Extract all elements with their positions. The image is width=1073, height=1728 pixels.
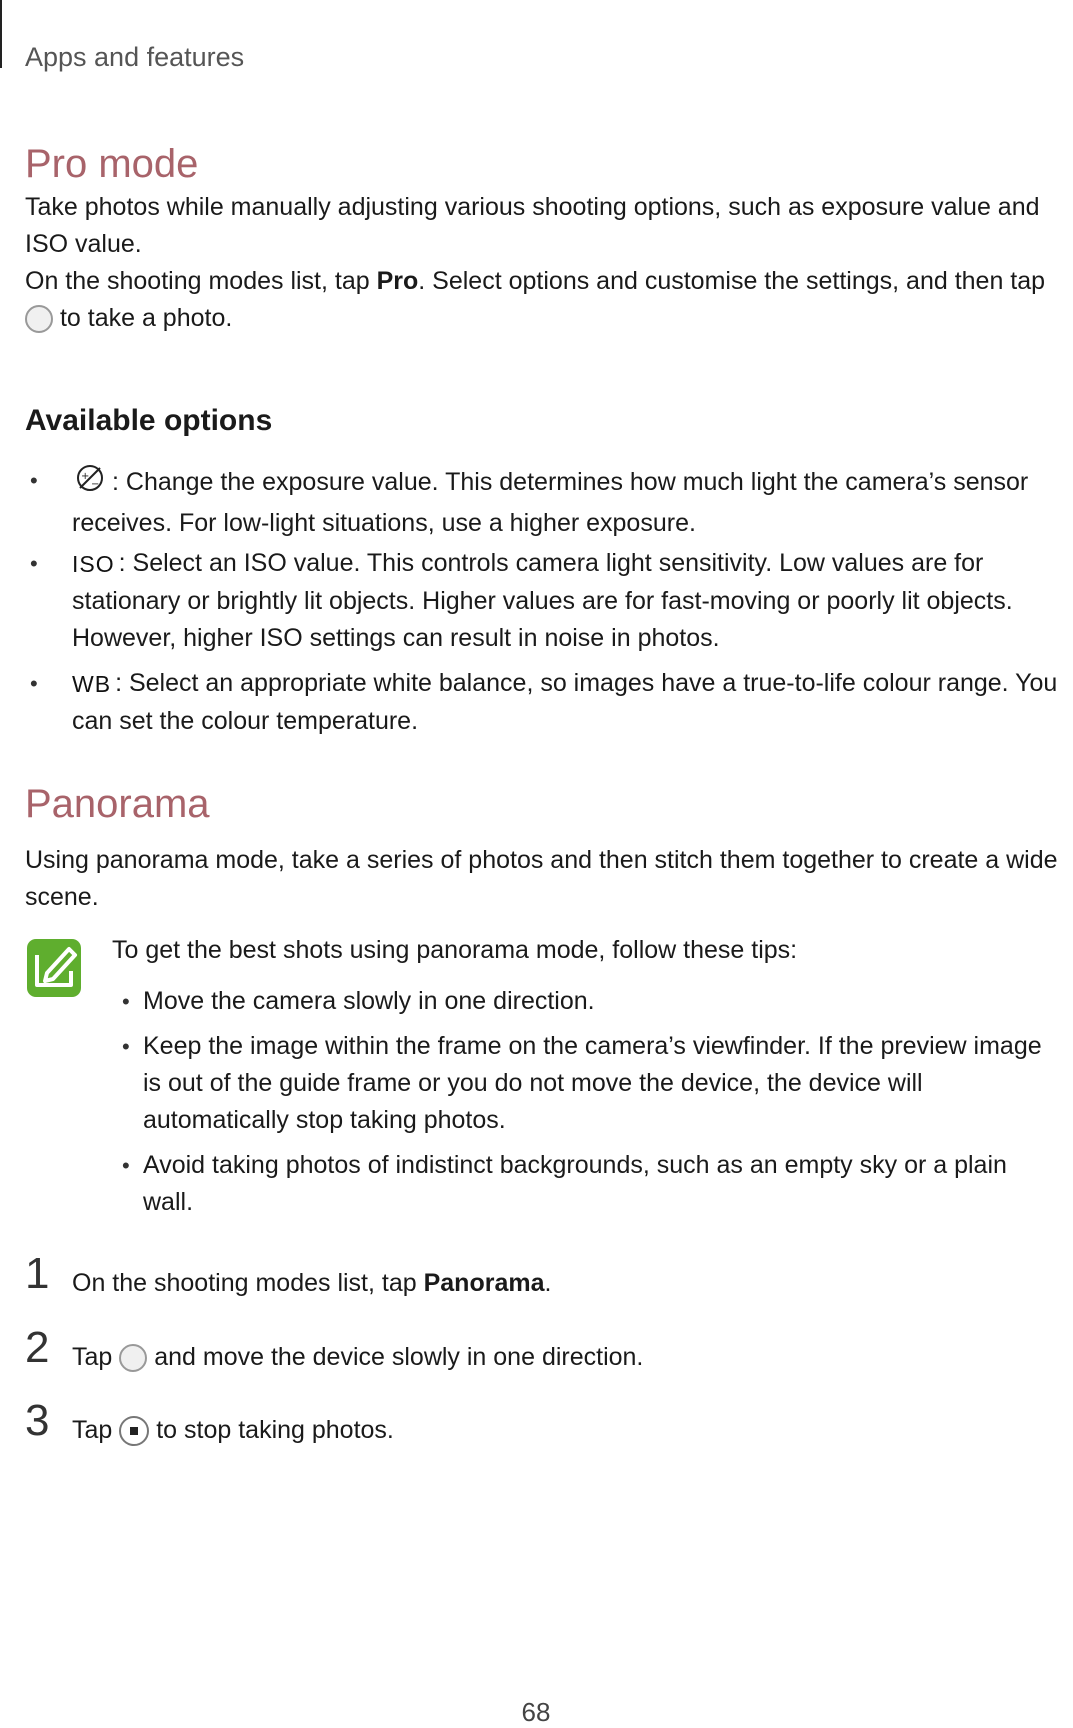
step-text-post: to stop taking photos. [156, 1416, 394, 1444]
step-text-pre: On the shooting modes list, tap [72, 1269, 424, 1297]
option-text: : Select an appropriate white balance, so images have a true-to-life colour range. You can set the colour temperature. [72, 669, 1058, 735]
step-text [72, 1265, 551, 1302]
shutter-icon [119, 1344, 147, 1372]
note-lead: To get the best shots using panorama mode, follow these tips: [112, 936, 798, 964]
pro-mode-instruction [25, 263, 1065, 337]
bullet-dot: • [122, 1153, 130, 1178]
bullet-dot: • [30, 551, 38, 576]
instruction-pre: On the shooting modes list, tap [25, 267, 377, 295]
instruction-end: to take a photo. [59, 304, 233, 332]
instruction-post: . Select options and customise the settings, and then tap [418, 267, 1046, 295]
white-balance-icon: WB [72, 670, 112, 697]
margin-rule [0, 0, 2, 68]
tip-text: Avoid taking photos of indistinct backgrounds, such as an empty sky or a plain wall. [143, 1151, 1007, 1216]
bullet-dot: • [122, 989, 130, 1014]
section-title-panorama: Panorama [25, 782, 210, 826]
step-number: 1 [25, 1249, 50, 1298]
step-number: 3 [25, 1396, 50, 1445]
svg-text:−: − [91, 479, 100, 490]
shutter-icon [25, 305, 53, 333]
stop-icon [119, 1416, 149, 1446]
section-title-pro-mode: Pro mode [25, 142, 199, 186]
page-number: 68 [521, 1697, 551, 1727]
bullet-dot: • [30, 468, 38, 493]
step-text-bold: Panorama [423, 1269, 545, 1297]
step-text-pre: Tap [72, 1416, 113, 1444]
step-text [72, 1412, 394, 1449]
tip-text: Keep the image within the frame on the camera’s viewfinder. If the preview image is out of the guide frame or you do not move the device, the device will automatically stop taking photos. [143, 1032, 1042, 1134]
step-text [72, 1339, 643, 1376]
running-head: Apps and features [25, 42, 245, 72]
exposure-icon [72, 462, 108, 505]
step-text-pre: Tap [72, 1343, 113, 1371]
pro-mode-intro: Take photos while manually adjusting various shooting options, such as exposure value and ISO value. [25, 193, 1040, 258]
bullet-dot: • [122, 1034, 130, 1059]
option-text: : Change the exposure value. This determines how much light the camera’s sensor receives. For low-light situations, use a higher exposure. [72, 468, 1029, 537]
option-text: : Select an ISO value. This controls camera light sensitivity. Low values are for stationary or brightly lit objects. Higher values are for fast-moving or poorly lit objects. However, higher ISO settings can result in noise in photos. [72, 549, 1013, 652]
step-text-post: and move the device slowly in one direction. [154, 1343, 644, 1371]
step-text-post: . [544, 1269, 552, 1297]
step-number: 2 [25, 1323, 50, 1372]
tip-text: Move the camera slowly in one direction. [143, 987, 595, 1015]
iso-icon: ISO [72, 550, 115, 577]
panorama-intro: Using panorama mode, take a series of photos and then stitch them together to create a wide scene. [25, 846, 1058, 911]
svg-text:+: + [81, 471, 90, 482]
subsection-title-available-options: Available options [25, 404, 273, 437]
instruction-bold: Pro [376, 267, 419, 295]
bullet-dot: • [30, 671, 38, 696]
note-icon [25, 937, 83, 999]
